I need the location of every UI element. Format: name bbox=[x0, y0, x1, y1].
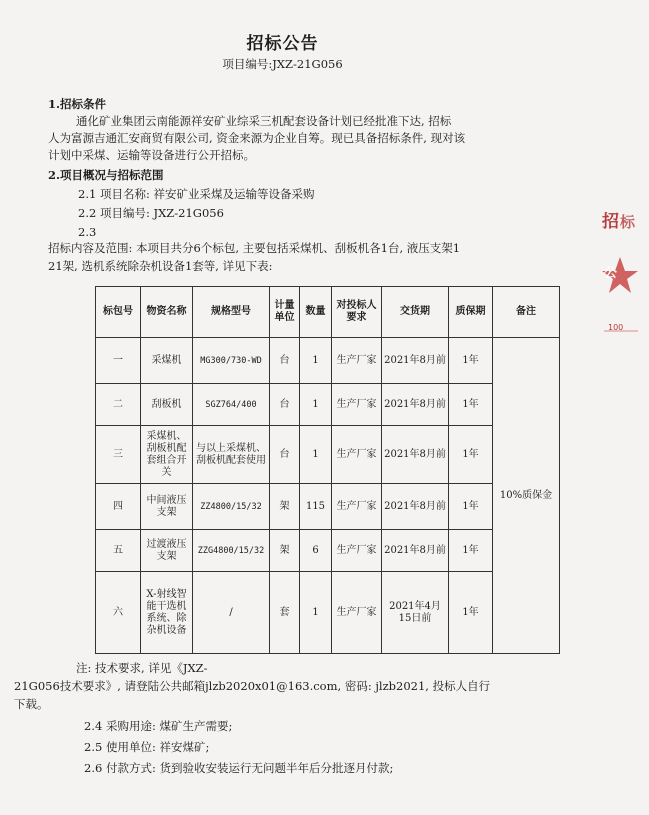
table-cell: 五 bbox=[96, 530, 141, 572]
item-2-1: 2.1 项目名称: 祥安矿业采煤及运输等设备采购 bbox=[78, 187, 315, 201]
table-row bbox=[96, 384, 560, 426]
stamp-char: 公 bbox=[604, 266, 618, 281]
table-cell: 四 bbox=[96, 484, 141, 530]
table-cell: 生产厂家 bbox=[332, 572, 382, 654]
table-cell: 套 bbox=[270, 572, 300, 654]
table-header-row bbox=[96, 287, 560, 338]
table-cell: 架 bbox=[270, 530, 300, 572]
table-cell: 2021年8月前 bbox=[382, 384, 449, 426]
table-cell: 生产厂家 bbox=[332, 384, 382, 426]
stamp-char: 招 bbox=[602, 212, 619, 232]
table-cell: 1 bbox=[300, 384, 332, 426]
table-cell: 2021年8月前 bbox=[382, 484, 449, 530]
table-cell: 生产厂家 bbox=[332, 484, 382, 530]
note-line-2: 21G056技术要求》, 请登陆公共邮箱jlzb2020x01@163.com, 密码: jlzb2021, 投标人自行 bbox=[14, 679, 491, 693]
table-cell: 与以上采煤机、刮板机配套使用 bbox=[193, 426, 270, 484]
document-title: 招标公告 bbox=[246, 34, 319, 54]
table-cell: 生产厂家 bbox=[332, 338, 382, 384]
note-line-1: 注: 技术要求, 详见《JXZ- bbox=[76, 661, 208, 675]
table-cell: 生产厂家 bbox=[332, 530, 382, 572]
scope-line-1: 招标内容及范围: 本项目共分6个标包, 主要包括采煤机、刮板机各1台, 液压支架1 bbox=[48, 241, 461, 255]
col-header: 备注 bbox=[493, 287, 560, 338]
table-cell: 架 bbox=[270, 484, 300, 530]
table-row bbox=[96, 530, 560, 572]
table-cell: SGZ764/400 bbox=[193, 384, 270, 426]
table-cell: 1 bbox=[300, 338, 332, 384]
col-header: 计量单位 bbox=[270, 287, 300, 338]
table-cell: 台 bbox=[270, 426, 300, 484]
table-row bbox=[96, 572, 560, 654]
col-header: 质保期 bbox=[449, 287, 493, 338]
table-cell: 二 bbox=[96, 384, 141, 426]
table-cell: 采煤机 bbox=[141, 338, 193, 384]
table-cell: 1年 bbox=[449, 530, 493, 572]
red-stamp bbox=[600, 205, 640, 345]
col-header: 标包号 bbox=[96, 287, 141, 338]
section-1-heading: 1.招标条件 bbox=[48, 97, 107, 111]
table-cell: 刮板机 bbox=[141, 384, 193, 426]
table-cell: 1年 bbox=[449, 484, 493, 530]
section-1-line-3: 计划中采煤、运输等设备进行公开招标。 bbox=[48, 148, 255, 162]
table-cell: 1年 bbox=[449, 426, 493, 484]
table-cell: 6 bbox=[300, 530, 332, 572]
table-row bbox=[96, 484, 560, 530]
procurement-table bbox=[95, 286, 560, 654]
table-cell: ZZG4800/15/32 bbox=[193, 530, 270, 572]
item-2-4: 2.4 采购用途: 煤矿生产需要; bbox=[84, 719, 233, 733]
table-cell: / bbox=[193, 572, 270, 654]
table-cell: 台 bbox=[270, 384, 300, 426]
note-line-3: 下载。 bbox=[14, 697, 49, 711]
table-cell: 115 bbox=[300, 484, 332, 530]
table-cell: ZZ4800/15/32 bbox=[193, 484, 270, 530]
table-cell: X-射线智能干选机系统、除杂机设备 bbox=[141, 572, 193, 654]
item-2-3: 2.3 bbox=[78, 225, 97, 239]
table-cell: 1 bbox=[300, 572, 332, 654]
remark-cell: 10%质保金 bbox=[493, 338, 560, 654]
item-2-2: 2.2 项目编号: JXZ-21G056 bbox=[78, 206, 224, 220]
section-1-line-1: 通化矿业集团云南能源祥安矿业综采三机配套设备计划已经批准下达, 招标 bbox=[76, 114, 452, 128]
stamp-char: 标 bbox=[620, 213, 636, 231]
table-cell: 2021年8月前 bbox=[382, 338, 449, 384]
table-row bbox=[96, 338, 560, 384]
col-header: 交货期 bbox=[382, 287, 449, 338]
col-header: 规格型号 bbox=[193, 287, 270, 338]
table-cell: MG300/730-WD bbox=[193, 338, 270, 384]
col-header: 对投标人要求 bbox=[332, 287, 382, 338]
table-cell: 2021年8月前 bbox=[382, 530, 449, 572]
table-cell: 2021年8月前 bbox=[382, 426, 449, 484]
table-row bbox=[96, 426, 560, 484]
stamp-number: 100 bbox=[608, 323, 624, 332]
table-cell: 一 bbox=[96, 338, 141, 384]
table-cell: 采煤机、刮板机配套组合开关 bbox=[141, 426, 193, 484]
section-2-heading: 2.项目概况与招标范围 bbox=[48, 168, 164, 182]
table-cell: 1年 bbox=[449, 572, 493, 654]
col-header: 物资名称 bbox=[141, 287, 193, 338]
section-1-line-2: 人为富源吉通汇安商贸有限公司, 资金来源为企业自筹。现已具备招标条件, 现对该 bbox=[48, 131, 466, 145]
table-cell: 1年 bbox=[449, 384, 493, 426]
col-header: 数量 bbox=[300, 287, 332, 338]
table-cell: 三 bbox=[96, 426, 141, 484]
table-cell: 1年 bbox=[449, 338, 493, 384]
table-cell: 2021年4月15日前 bbox=[382, 572, 449, 654]
table-cell: 过渡液压支架 bbox=[141, 530, 193, 572]
scope-line-2: 21架, 选机系统除杂机设备1套等, 详见下表: bbox=[48, 259, 273, 273]
table-cell: 中间液压支架 bbox=[141, 484, 193, 530]
project-number: 项目编号:JXZ-21G056 bbox=[222, 57, 343, 71]
table-cell: 生产厂家 bbox=[332, 426, 382, 484]
item-2-5: 2.5 使用单位: 祥安煤矿; bbox=[84, 740, 210, 754]
table-cell: 六 bbox=[96, 572, 141, 654]
table-cell: 台 bbox=[270, 338, 300, 384]
table-cell: 1 bbox=[300, 426, 332, 484]
item-2-6: 2.6 付款方式: 货到验收安装运行无问题半年后分批逐月付款; bbox=[84, 761, 394, 775]
